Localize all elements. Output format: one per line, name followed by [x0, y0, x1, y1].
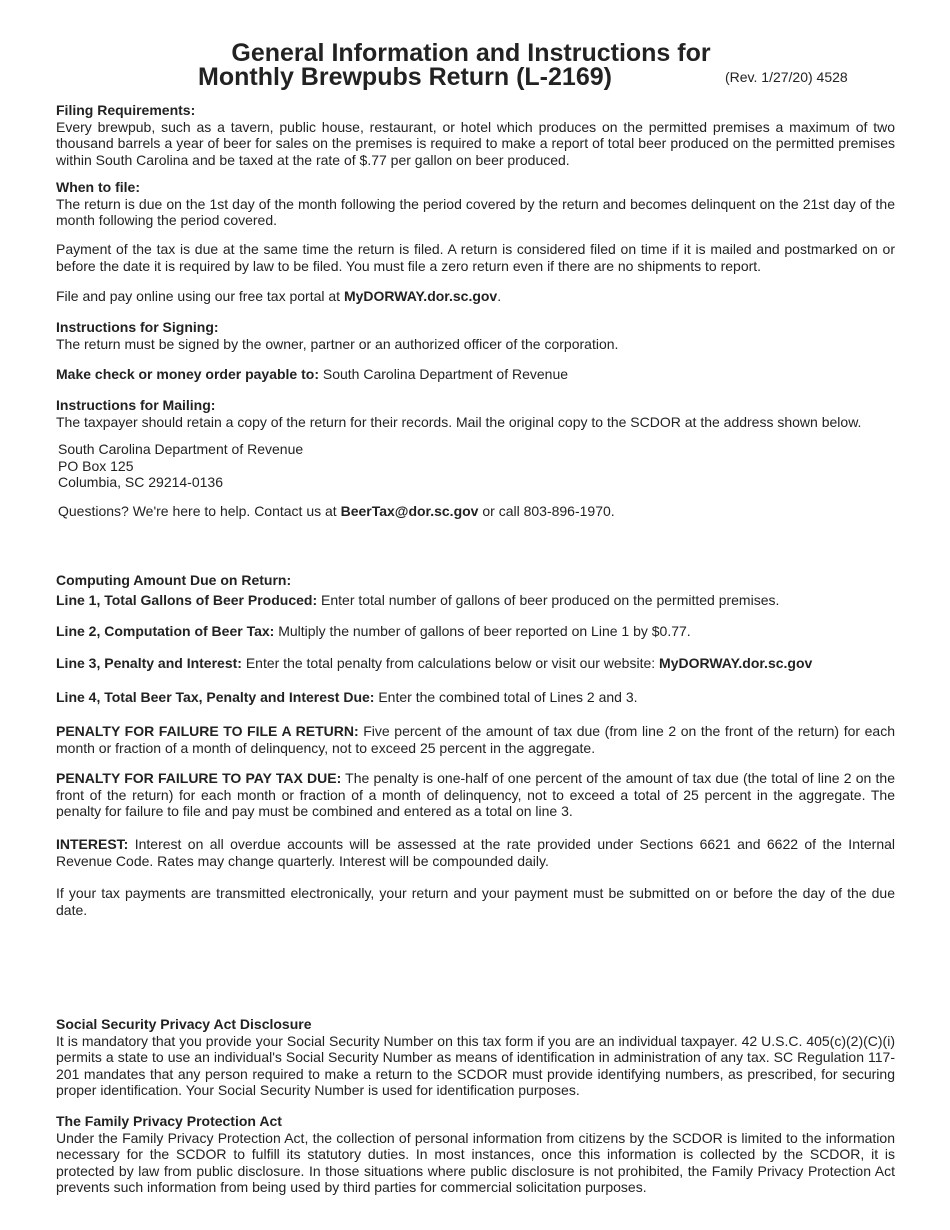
family-privacy-text: Under the Family Privacy Protection Act, the collection of personal information from citizens by the SCDOR is limited to the information necessary for the SCDOR to fulfill its statutory duties. In most instances, once this information is collected by the SCDOR, it is protected by law from public disclosure. In those situations where public disclosure is not prohibited, the Family Privacy Protection Act prevents such information from being used by third parties for commercial solicitation purposes.	[56, 1129, 895, 1196]
header	[56, 41, 895, 91]
computing-heading: Computing Amount Due on Return:	[56, 572, 292, 588]
filing-requirements-heading: Filing Requirements:	[56, 102, 196, 118]
computing-section	[56, 572, 895, 589]
payable-label: Make check or money order payable to:	[56, 366, 319, 382]
penalty-pay-label: PENALTY FOR FAILURE TO PAY TAX DUE:	[56, 770, 342, 786]
payable-text: South Carolina Department of Revenue	[318, 366, 569, 382]
mailing-address	[58, 441, 303, 491]
electronic-section	[56, 885, 895, 918]
filing-requirements-section	[56, 102, 895, 168]
contact-section	[58, 503, 897, 520]
when-to-file-text: The return is due on the 1st day of the month following the period covered by the return and becomes delinquent on the 21st day of the month following the period covered.	[56, 195, 895, 229]
address-line-3: Columbia, SC 29214-0136	[58, 474, 223, 491]
contact-text-2: or call 803-896-1970.	[478, 503, 615, 519]
penalty-file-label: PENALTY FOR FAILURE TO FILE A RETURN:	[56, 723, 359, 739]
family-privacy-heading: The Family Privacy Protection Act	[56, 1113, 282, 1129]
line2-label: Line 2, Computation of Beer Tax:	[56, 623, 275, 639]
line1-instruction	[56, 592, 895, 609]
payment-text: Payment of the tax is due at the same time the return is filed. A return is considered filed on time if it is mailed and postmarked on or before the date it is required by law to be filed. You must file a zero return even if there are no shipments to report.	[56, 241, 895, 274]
line4-label: Line 4, Total Beer Tax, Penalty and Interest Due:	[56, 689, 375, 705]
line1-label: Line 1, Total Gallons of Beer Produced:	[56, 592, 318, 608]
line3-website-link[interactable]: MyDORWAY.dor.sc.gov	[659, 655, 813, 671]
online-paragraph	[56, 288, 895, 305]
title-line-1: General Information and Instructions for	[231, 39, 711, 67]
contact-text-1: Questions? We're here to help. Contact us at	[58, 503, 341, 519]
signing-text: The return must be signed by the owner, partner or an authorized officer of the corporation.	[56, 335, 619, 352]
line4-text: Enter the combined total of Lines 2 and 3.	[374, 689, 638, 705]
contact-paragraph	[58, 503, 897, 520]
line2-instruction	[56, 623, 895, 640]
ssn-text: It is mandatory that you provide your Social Security Number on this tax form if you are an individual taxpayer. 42 U.S.C. 405(c)(2)(C)(i) permits a state to use an individual's Social Security Number as means of identification in administration of any tax. SC Regulation 117-201 mandates that any person required to make a return to the SCDOR must provide identifying numbers, as prescribed, for securing proper identification. Your Social Security Number is used for identification purposes.	[56, 1032, 895, 1099]
contact-email-link[interactable]: BeerTax@dor.sc.gov	[340, 503, 479, 519]
filing-requirements-text: Every brewpub, such as a tavern, public house, restaurant, or hotel which produces on the permitted premises a maximum of two thousand barrels a year of beer for sales on the premises is required to make a report of total beer produced on the permitted premises within South Carolina and be taxed at the rate of $.77 per gallon on beer produced.	[56, 118, 895, 168]
electronic-text: If your tax payments are transmitted electronically, your return and your payment must be submitted on or before the day of the due date.	[56, 885, 895, 918]
penalty-file-text: Five percent of the amount of tax due (from line 2 on the front of the return) for each month or fraction of a month of delinquency, not to exceed 25 percent in the aggregate.	[56, 723, 895, 756]
mailing-text: The taxpayer should retain a copy of the return for their records. Mail the original copy to the SCDOR at the address shown below.	[56, 413, 862, 430]
signing-heading: Instructions for Signing:	[56, 319, 219, 335]
online-section	[56, 288, 895, 305]
line1-text: Enter total number of gallons of beer produced on the permitted premises.	[317, 592, 780, 608]
line3-text: Enter the total penalty from calculations below or visit our website:	[241, 655, 660, 671]
penalty-pay-text: The penalty is one-half of one percent of the amount of tax due (the total of line 2 on the front of the return) for each month or fraction of a month of delinquency, not to exceed a total of 25 percent in the aggregate. The penalty for failure to file and pay must be combined and entered as a total on line 3.	[56, 770, 895, 820]
line3-instruction	[56, 655, 895, 672]
family-privacy-section	[56, 1113, 895, 1196]
address-line-2: PO Box 125	[58, 457, 134, 474]
ssn-heading: Social Security Privacy Act Disclosure	[56, 1016, 312, 1032]
online-text: File and pay online using our free tax portal at	[56, 288, 344, 304]
signing-section	[56, 319, 895, 352]
revision-label: (Rev. 1/27/20) 4528	[725, 69, 848, 85]
payable-paragraph	[56, 366, 895, 383]
line4-instruction	[56, 689, 895, 706]
mailing-section	[56, 397, 895, 430]
penalty-pay-section	[56, 770, 895, 820]
interest-label: INTEREST:	[56, 836, 129, 852]
line2-text: Multiply the number of gallons of beer reported on Line 1 by $0.77.	[274, 623, 691, 639]
ssn-disclosure-section	[56, 1016, 895, 1099]
penalty-file-section	[56, 723, 895, 756]
interest-section	[56, 836, 895, 869]
portal-link[interactable]: MyDORWAY.dor.sc.gov	[343, 288, 498, 304]
online-end: .	[497, 288, 502, 304]
title-line-2: Monthly Brewpubs Return (L-2169)	[198, 63, 612, 91]
address-line-1: South Carolina Department of Revenue	[58, 441, 304, 457]
line3-label: Line 3, Penalty and Interest:	[56, 655, 242, 671]
interest-text: Interest on all overdue accounts will be assessed at the rate provided under Sections 6621 and 6622 of the Internal Revenue Code. Rates may change quarterly. Interest will be compounded daily.	[56, 836, 895, 869]
payable-section	[56, 366, 895, 383]
when-to-file-section	[56, 179, 895, 229]
when-to-file-heading: When to file:	[56, 179, 140, 195]
mailing-heading: Instructions for Mailing:	[56, 397, 216, 413]
payment-section	[56, 241, 895, 274]
